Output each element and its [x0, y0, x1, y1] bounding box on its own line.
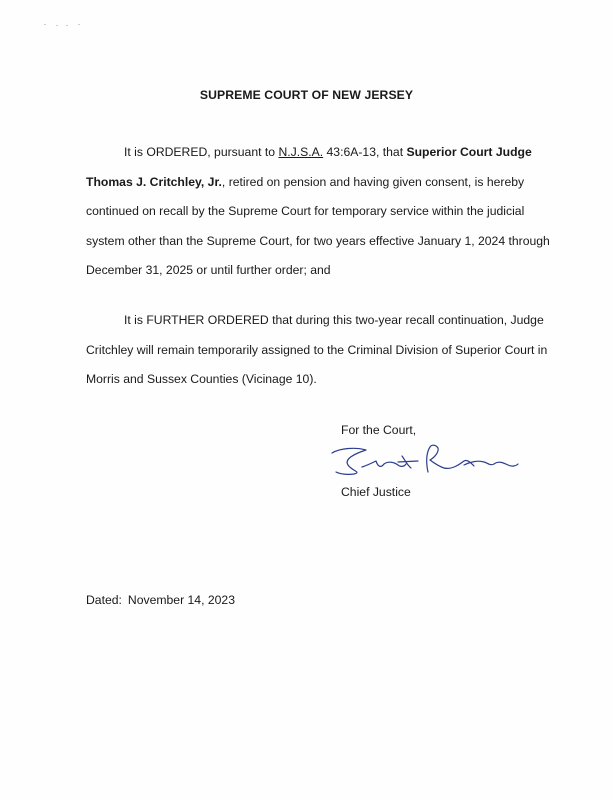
- order-p2-body: It is FURTHER ORDERED that during this two-year recall continuation, Judge Critchley will remain temporarily assigned to the Criminal Division of Superior Court in Morris and Sussex Counties (Vicinage 10).: [86, 313, 548, 386]
- order-paragraph-2: [86, 306, 556, 395]
- scan-specks: [42, 22, 92, 28]
- order-p1-statute-text: 43:6A-13, that: [323, 145, 407, 159]
- statute-reference: N.J.S.A.: [278, 145, 324, 159]
- dated-label: Dated:: [86, 593, 122, 607]
- signature-image: [326, 441, 522, 483]
- judge-name: Superior Court Judge Thomas J. Critchley, Jr.: [86, 145, 532, 189]
- order-p1-body: , retired on pension and having given consent, is hereby continued on recall by the Supreme Court for temporary service within the judicial system other than the Supreme Court, for two years effective January 1, 2024 through December 31, 2025 or until further order; and: [86, 174, 550, 277]
- closing-for-the-court: For the Court,: [341, 423, 417, 437]
- dated-line: [86, 593, 235, 607]
- chief-justice-title: Chief Justice: [341, 485, 411, 499]
- order-p1-intro: It is ORDERED, pursuant to: [124, 145, 279, 159]
- dated-value: November 14, 2023: [127, 593, 235, 607]
- order-paragraph-1: [86, 138, 556, 286]
- page-title: SUPREME COURT OF NEW JERSEY: [199, 88, 414, 102]
